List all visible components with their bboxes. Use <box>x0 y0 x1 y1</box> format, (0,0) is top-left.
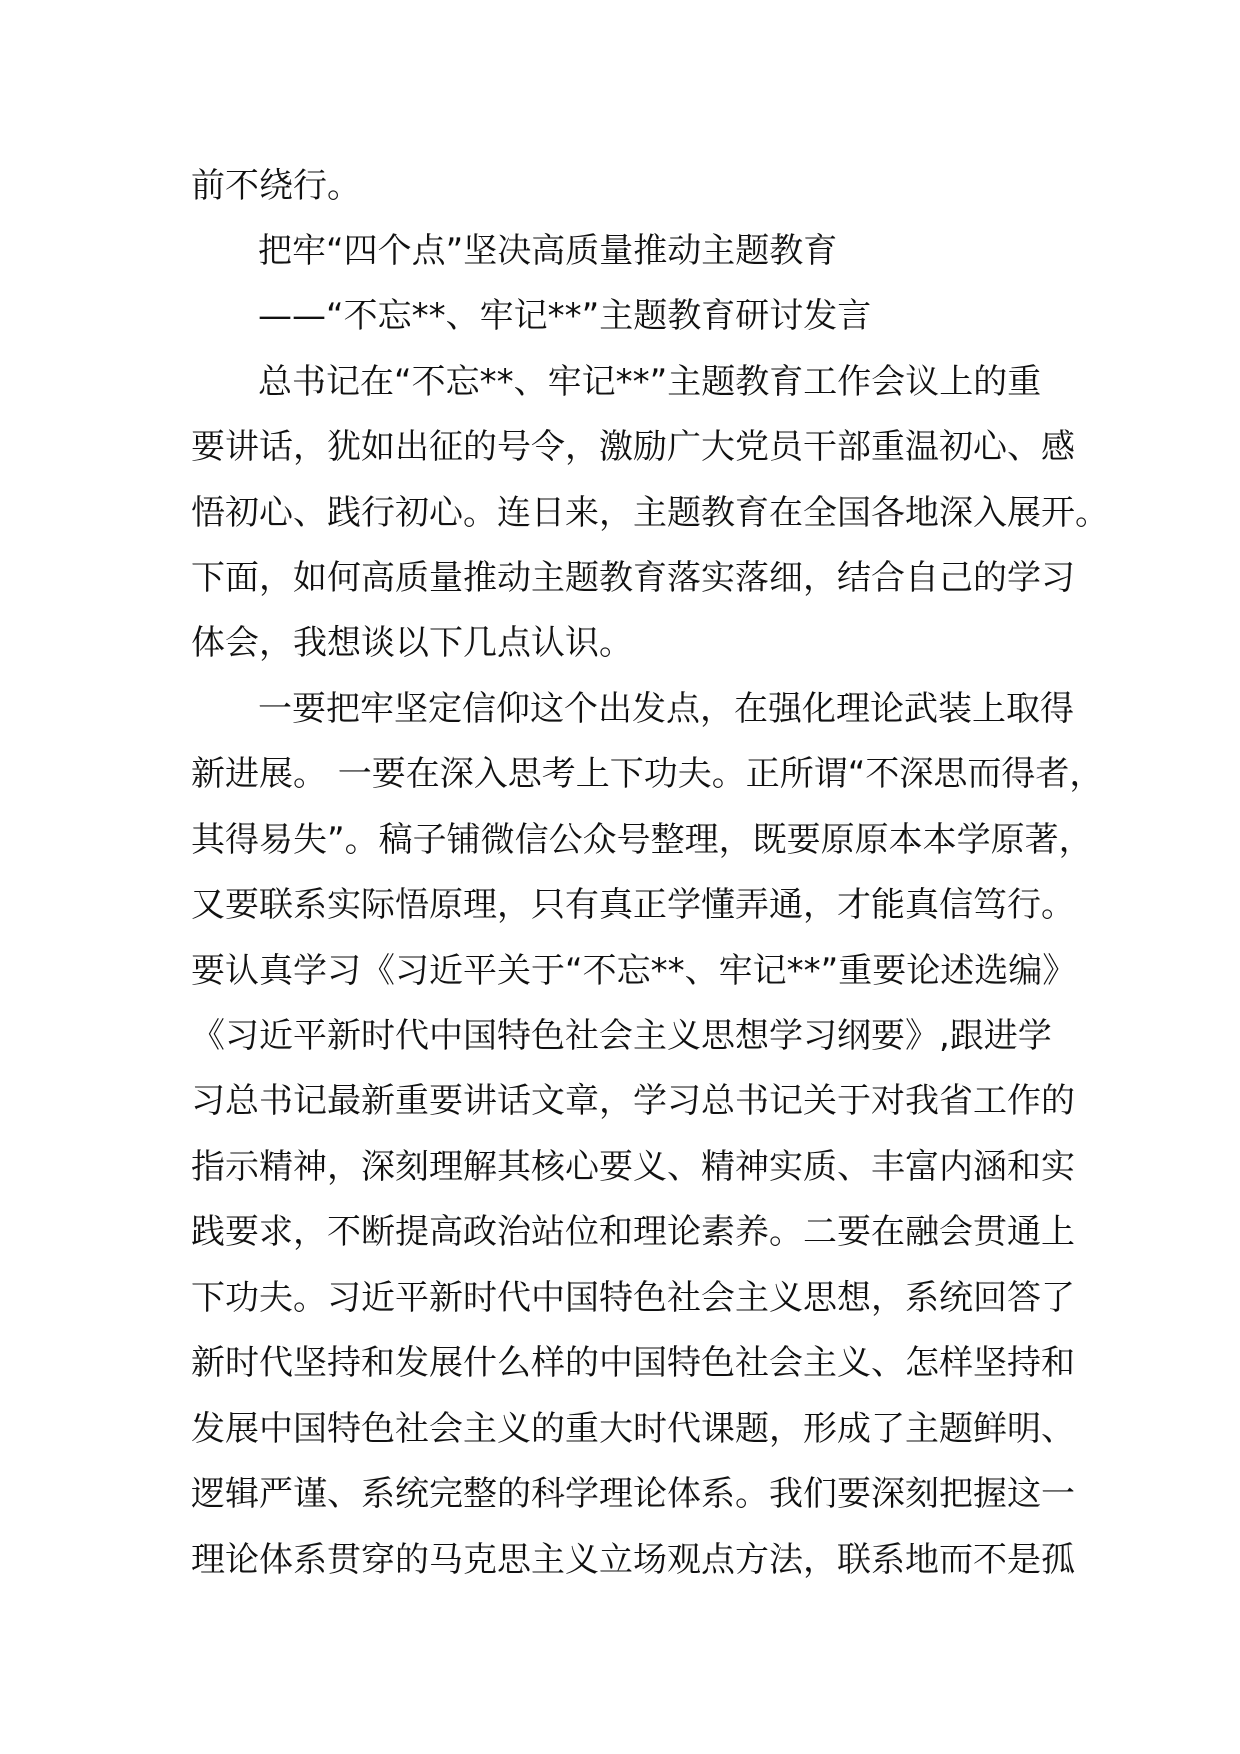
text-line: 其得易失”。稿子铺微信公众号整理，既要原原本本学原著， <box>191 820 1093 860</box>
text-line: 下功夫。习近平新时代中国特色社会主义思想，系统回答了 <box>191 1278 1075 1318</box>
text-line: 逻辑严谨、系统完整的科学理论体系。我们要深刻把握这一 <box>191 1474 1075 1514</box>
text-line: 悟初心、践行初心。连日来，主题教育在全国各地深入展开。 <box>191 493 1109 533</box>
article-subtitle: ——“不忘**、牢记**”主题教育研讨发言 <box>258 296 872 336</box>
text-line: 要讲话，犹如出征的号令，激励广大党员干部重温初心、感 <box>191 427 1075 467</box>
text-line: 新时代坚持和发展什么样的中国特色社会主义、怎样坚持和 <box>191 1343 1075 1383</box>
article-title: 把牢“四个点”坚决高质量推动主题教育 <box>258 231 838 271</box>
text-line: 发展中国特色社会主义的重大时代课题，形成了主题鲜明、 <box>191 1409 1075 1449</box>
text-line: 理论体系贯穿的马克思主义立场观点方法，联系地而不是孤 <box>191 1540 1075 1580</box>
text-line: 新进展。 一要在深入思考上下功夫。正所谓“不深思而得者， <box>191 754 1104 794</box>
text-line: 体会，我想谈以下几点认识。 <box>191 623 633 663</box>
text-line: 指示精神，深刻理解其核心要义、精神实质、丰富内涵和实 <box>191 1147 1075 1187</box>
text-line: 要认真学习《习近平关于“不忘**、牢记**”重要论述选编》 <box>191 951 1077 991</box>
text-line: 践要求，不断提高政治站位和理论素养。二要在融会贯通上 <box>191 1212 1075 1252</box>
text-line: 下面，如何高质量推动主题教育落实落细，结合自己的学习 <box>191 558 1075 598</box>
text-line: 一要把牢坚定信仰这个出发点，在强化理论武装上取得 <box>258 689 1074 729</box>
text-line: 前不绕行。 <box>191 166 361 206</box>
text-line: 又要联系实际悟原理，只有真正学懂弄通，才能真信笃行。 <box>191 885 1075 925</box>
text-line: 总书记在“不忘**、牢记**”主题教育工作会议上的重 <box>258 362 1042 402</box>
text-line: 《习近平新时代中国特色社会主义思想学习纲要》,跟进学 <box>191 1016 1052 1056</box>
text-line: 习总书记最新重要讲话文章，学习总书记关于对我省工作的 <box>191 1081 1075 1121</box>
